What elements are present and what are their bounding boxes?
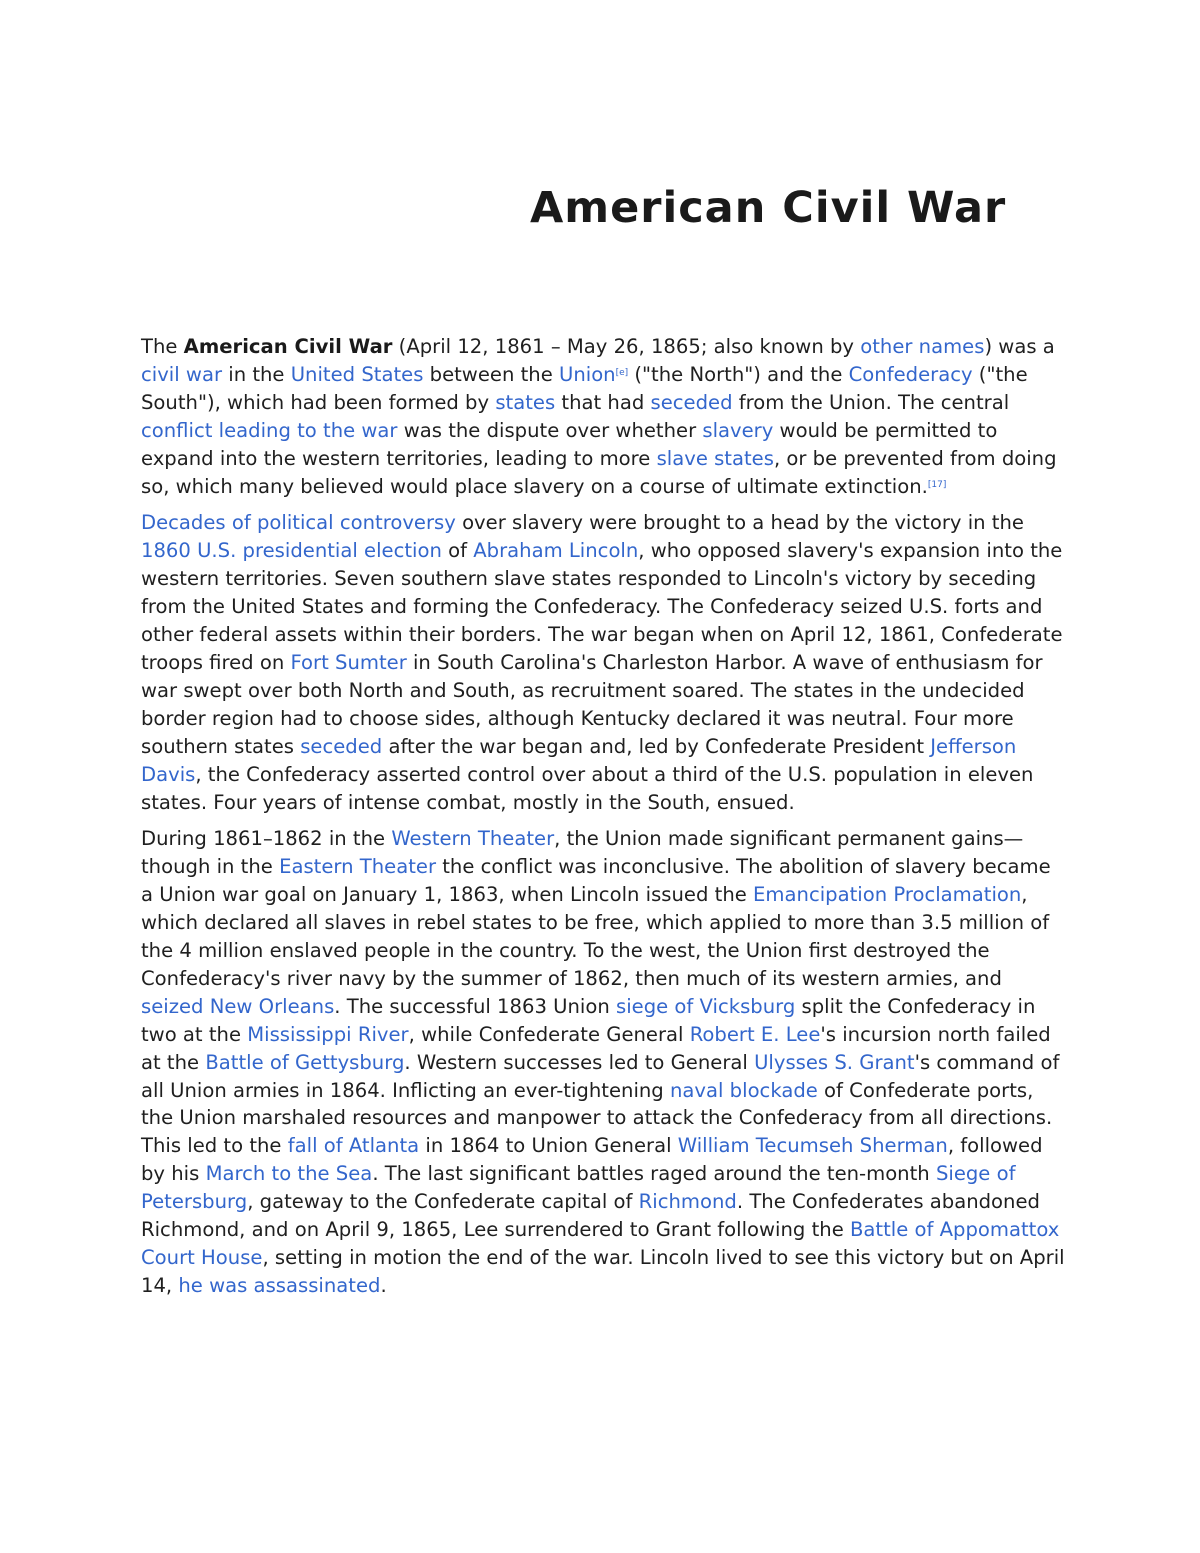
link-naval-blockade[interactable]: naval blockade <box>669 1078 818 1102</box>
citation-superscript <box>616 368 629 378</box>
link-robert-e-lee[interactable]: Robert E. Lee <box>689 1022 821 1046</box>
paragraph-text: from the Union. The central <box>732 390 1010 414</box>
paragraph-text: , the Union made significant permanent gains—though in the <box>141 827 1024 879</box>
bold-term: American Civil War <box>183 335 393 358</box>
paragraph-text: over slavery were brought to a head by the victory in the <box>455 511 1024 535</box>
paragraph-text: . The Confederates abandoned Richmond, and on April 9, 1865, Lee surrendered to Grant following the <box>141 1190 1040 1242</box>
article-paragraph <box>141 825 1066 1299</box>
paragraph-text: in 1864 to Union General <box>419 1134 678 1158</box>
link-eastern-theater[interactable]: Eastern Theater <box>279 855 437 879</box>
paragraph-text: , setting in motion the end of the war. Lincoln lived to see this victory but on April 14, <box>141 1246 1065 1297</box>
paragraph-text: , which declared all slaves in rebel states to be free, which applied to more than 3.5 million of the 4 million enslaved people in the country. To the west, the Union first destroyed the Confederacy's river navy by the summer of 1862, then much of its western armies, and <box>141 883 1050 990</box>
paragraph-text: split the Confederacy in two at the <box>141 994 1036 1046</box>
citation-link[interactable]: [e] <box>615 367 629 378</box>
paragraph-text: , gateway to the Confederate capital of <box>247 1190 639 1214</box>
paragraph-text: . Western successes led to General <box>404 1050 755 1074</box>
citation-superscript <box>928 480 946 490</box>
link-confederacy[interactable]: Confederacy <box>848 362 973 386</box>
link-seceded[interactable]: seceded <box>300 734 383 758</box>
article-paragraph <box>141 333 1066 500</box>
link-slavery[interactable]: slavery <box>702 418 774 442</box>
link-mississippi-river[interactable]: Mississippi River <box>247 1022 409 1046</box>
article-paragraph <box>141 509 1066 816</box>
paragraph-text: ) was a <box>984 335 1055 358</box>
link-battle-of-appomattox-court-house[interactable]: Battle of Appomattox Court House <box>141 1218 1060 1269</box>
article-body <box>141 333 1066 1309</box>
paragraph-text: . <box>380 1273 387 1297</box>
link-abraham-lincoln[interactable]: Abraham Lincoln <box>473 539 639 563</box>
paragraph-text: between the <box>423 362 559 386</box>
link-march-to-the-sea[interactable]: March to the Sea <box>205 1162 373 1186</box>
paragraph-text: of Confederate ports, the Union marshaled resources and manpower to attack the Confederacy from all directions. This led to the <box>141 1078 1053 1158</box>
link-seized-new-orleans[interactable]: seized New Orleans <box>141 994 335 1018</box>
paragraph-text: , who opposed slavery's expansion into the western territories. Seven southern slave states responded to Lincoln's victory by seceding from the United States and forming the Confederacy. The Confederacy seized U.S. forts and other federal assets within their borders. The war began when on April 12, 1861, Confederate troops fired on <box>141 539 1063 674</box>
paragraph-text: During 1861–1862 in the <box>141 827 392 851</box>
paragraph-text: , the Confederacy asserted control over about a third of the U.S. population in eleven states. Four years of intense combat, mostly in the South, ensued. <box>141 762 1034 814</box>
link-other-names[interactable]: other names <box>860 335 985 358</box>
paragraph-text: 's command of all Union armies in 1864. Inflicting an ever-tightening <box>141 1050 1060 1102</box>
link-decades-of-political-controversy[interactable]: Decades of political controversy <box>141 511 456 535</box>
link-siege-of-petersburg[interactable]: Siege of Petersburg <box>141 1162 1016 1214</box>
link-fall-of-atlanta[interactable]: fall of Atlanta <box>287 1134 420 1158</box>
paragraph-text: in the <box>222 362 291 386</box>
paragraph-text: after the war began and, led by Confederate President <box>382 734 931 758</box>
link-united-states[interactable]: United States <box>290 362 424 386</box>
paragraph-text: 's incursion north failed at the <box>141 1022 1051 1074</box>
link-siege-of-vicksburg[interactable]: siege of Vicksburg <box>616 994 796 1018</box>
link-western-theater[interactable]: Western Theater <box>391 827 555 851</box>
link-fort-sumter[interactable]: Fort Sumter <box>290 650 407 674</box>
link-he-was-assassinated[interactable]: he was assassinated <box>178 1273 381 1297</box>
link-states[interactable]: states <box>495 390 556 414</box>
paragraph-text: , while Confederate General <box>408 1022 690 1046</box>
paragraph-text: would be permitted to expand into the western territories, leading to more <box>141 418 998 470</box>
link-emancipation-proclamation[interactable]: Emancipation Proclamation <box>753 883 1022 907</box>
link-william-tecumseh-sherman[interactable]: William Tecumseh Sherman <box>677 1134 948 1158</box>
paragraph-text: that had <box>555 390 651 414</box>
paragraph-text: , or be prevented from doing so, which many believed would place slavery on a course of ultimate extinction. <box>141 446 1057 498</box>
paragraph-text: was the dispute over whether <box>397 418 703 442</box>
citation-link[interactable]: [17] <box>927 479 947 490</box>
link-seceded[interactable]: seceded <box>650 390 733 414</box>
paragraph-text: . The last significant battles raged around the ten-month <box>372 1162 936 1186</box>
paragraph-text: of <box>441 539 474 563</box>
link-ulysses-s-grant[interactable]: Ulysses S. Grant <box>754 1050 915 1074</box>
paragraph-text: ("the South"), which had been formed by <box>141 362 1028 414</box>
paragraph-text: in South Carolina's Charleston Harbor. A wave of enthusiasm for war swept over both North and South, as recruitment soared. The states in the undecided border region had to choose sides, although Kentucky declared it was neutral. Four more southern states <box>141 650 1043 758</box>
paragraph-text: (April 12, 1861 – May 26, 1865; also known by <box>392 335 861 358</box>
link-civil-war[interactable]: civil war <box>141 362 223 386</box>
page-title: American Civil War <box>530 183 1007 233</box>
paragraph-text: , followed by his <box>141 1134 1043 1186</box>
link-battle-of-gettysburg[interactable]: Battle of Gettysburg <box>205 1050 405 1074</box>
link-union[interactable]: Union <box>558 362 616 386</box>
paragraph-text: the conflict was inconclusive. The abolition of slavery became a Union war goal on January 1, 1863, when Lincoln issued the <box>141 855 1051 907</box>
link-conflict-leading-to-the-war[interactable]: conflict leading to the war <box>141 418 398 442</box>
paragraph-text: . The successful 1863 Union <box>334 994 616 1018</box>
paragraph-text: The <box>141 335 184 358</box>
link-richmond[interactable]: Richmond <box>638 1190 737 1214</box>
paragraph-text: ("the North") and the <box>628 362 849 386</box>
link-slave-states[interactable]: slave states <box>656 446 774 470</box>
link-jefferson-davis[interactable]: Jefferson Davis <box>141 734 1017 786</box>
link-1860-u-s-presidential-election[interactable]: 1860 U.S. presidential election <box>141 539 442 563</box>
